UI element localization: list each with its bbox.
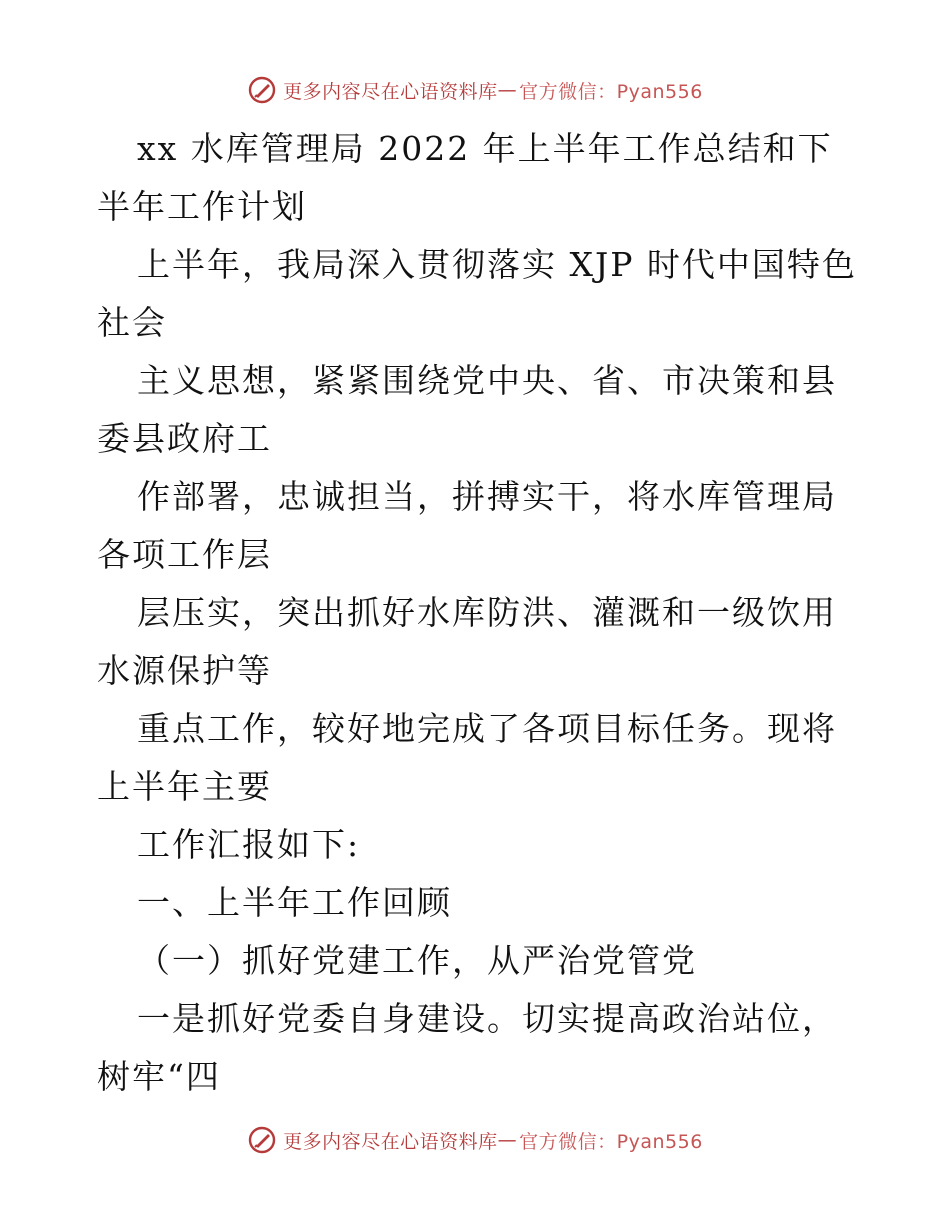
watermark-banner-top (0, 70, 950, 110)
quill-seal-logo-icon (247, 1125, 277, 1155)
paragraph: 工作汇报如下: (137, 825, 361, 864)
paragraph: 上半年，我局深入贯彻落实 XJP 时代中国特色社会 (97, 245, 857, 342)
watermark-wechat-text: 官方微信：Pyan556 (519, 80, 703, 103)
paragraph: 重点工作，较好地完成了各项目标任务。现将上半年主要 (97, 709, 837, 806)
watermark-separator: — (497, 1129, 518, 1151)
watermark-banner-bottom (0, 1120, 950, 1160)
watermark-site-text: 更多内容尽在心语资料库 (283, 80, 498, 103)
document-title: xx 水库管理局 2022 年上半年工作总结和下半年工作计划 (97, 129, 833, 226)
paragraph: 作部署，忠诚担当，拼搏实干，将水库管理局各项工作层 (97, 477, 837, 574)
watermark-wechat-text: 官方微信：Pyan556 (519, 1130, 703, 1153)
paragraph: 主义思想，紧紧围绕党中央、省、市决策和县委县政府工 (97, 361, 837, 458)
paragraph: 一是抓好党委自身建设。切实提高政治站位，树牢“四 (97, 999, 837, 1096)
document-body (97, 120, 857, 1106)
watermark-site-text: 更多内容尽在心语资料库 (283, 1130, 498, 1153)
watermark-separator: — (497, 79, 518, 101)
section-heading: 一、上半年工作回顾 (137, 883, 452, 922)
subsection-heading: （一）抓好党建工作，从严治党管党 (137, 941, 697, 980)
quill-seal-logo-icon (247, 75, 277, 105)
paragraph: 层压实，突出抓好水库防洪、灌溉和一级饮用水源保护等 (97, 593, 837, 690)
